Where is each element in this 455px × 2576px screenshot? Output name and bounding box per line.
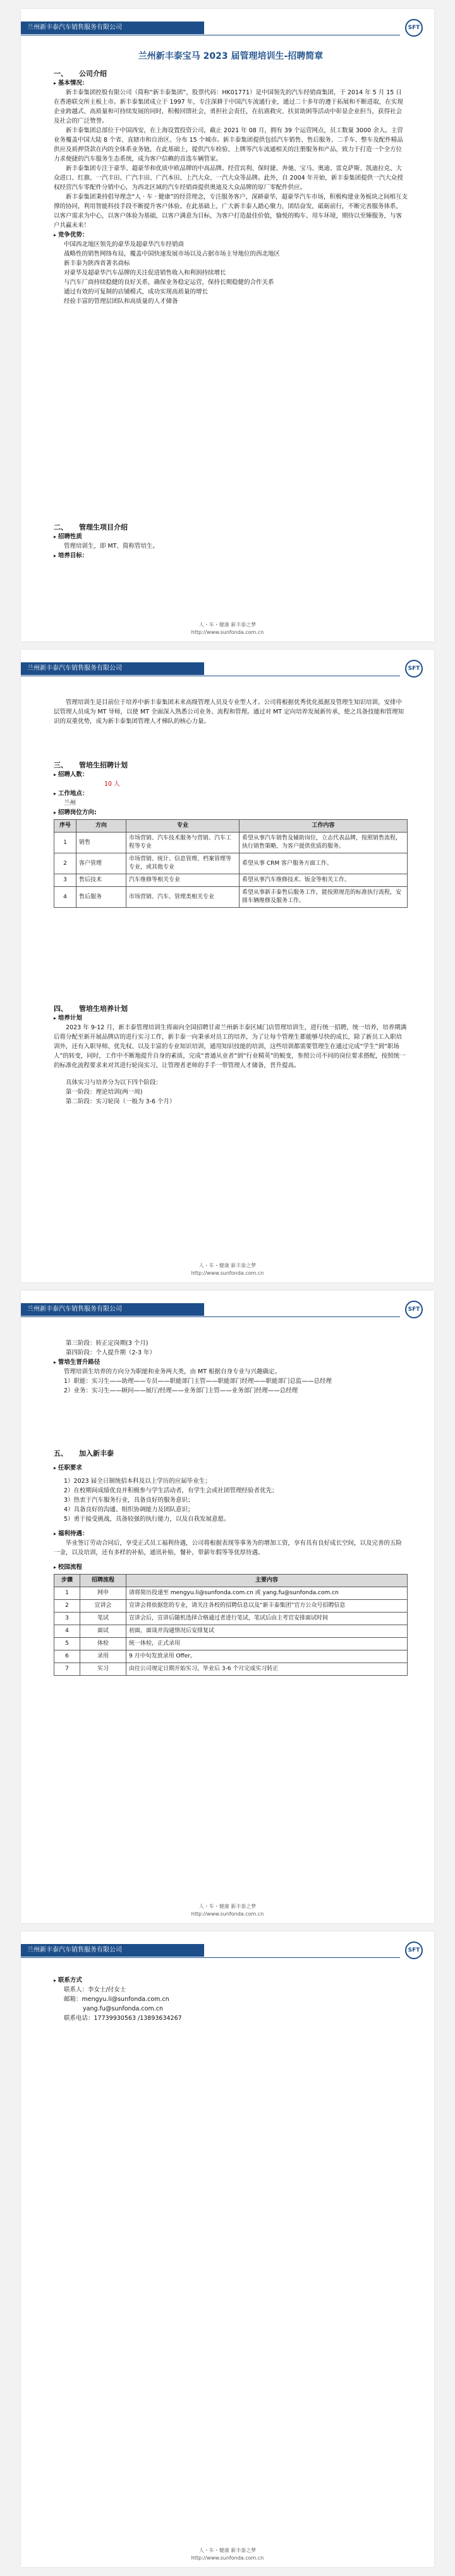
requirements-heading: ▸ 任职要求 <box>54 1463 408 1473</box>
company-logo: SFT <box>405 19 423 37</box>
table-cell: 售后服务 <box>76 887 126 908</box>
contact-email[interactable]: 邮箱：mengyu.li@sunfonda.com.cn <box>64 1996 169 2003</box>
page-header <box>21 18 434 37</box>
training-plan-paragraph: 2023 年 9-12 月，新丰泰管理培训生将面向全国招聘甘肃兰州新丰泰区域门店管理培训生，进行统一招聘，统一培养，培养期满后将分配至新开展品牌店的进行实习工作，新丰泰一向秉承对员工的培养，为了让每个管理生都能够尽快的成长，除了新员工入职培训外，还有入职导师、优先权、以及丰富的专业知识培训，通用知识技能的培训，这些培训都需要管理生在通过完成“学生”到“职场人”的转变，同时，工作中不断地提升自身的素质，完成“普通从业者”到“行业精英”的蜕变，参照公司不同的岗位要求搭配，按照统一的标准化流程要求来对其进行轮岗实习，让管理者老师的手手一带管理人才储备，晋升提高。 <box>54 1024 407 1069</box>
section-title: 加入新丰泰 <box>79 1449 114 1458</box>
section-title: 公司介绍 <box>79 70 107 78</box>
contact-email[interactable]: yang.fu@sunfonda.com.cn <box>83 2005 163 2012</box>
section-company-intro <box>54 69 408 306</box>
advantage-item: 经验丰富的管理层团队和高质量的人才储备 <box>64 298 178 305</box>
table-row <box>54 874 408 887</box>
section-title: 管理生项目介绍 <box>79 523 128 531</box>
footer-slogan: 人・车・健康 新丰泰之梦 <box>198 2548 257 2553</box>
positions-table <box>54 819 408 908</box>
section-number: 五、 <box>54 1449 68 1458</box>
welfare-heading: ▸ 福利待遇： <box>54 1529 408 1539</box>
table-cell: 笔试 <box>80 1613 126 1625</box>
promotion-path-intro: 管理培训生培养的方向分为职能和业务两大类，由 MT 根据自身专业与兴趣确定。 <box>64 1368 281 1375</box>
company-logo: SFT <box>405 1301 423 1318</box>
table-cell: 客户管理 <box>76 853 126 874</box>
recruit-nature-text: 管理培训生，即 MT、简称管培生。 <box>64 543 159 550</box>
page-1 <box>21 9 434 641</box>
requirement-item: 2）在校期间成绩优良并积极参与学生活动者，有学生会或社团管理经验者优先； <box>64 1487 278 1494</box>
table-cell: 市场营销、统计、信息管理、档案管理等专业，或其他专业 <box>126 853 240 874</box>
section-program-intro <box>54 523 408 560</box>
advantage-item: 与汽车厂商持续稳健的良好关系，确保业务稳定运营，保持长期稳健的合作关系 <box>64 279 274 286</box>
table-cell: 5 <box>54 1638 80 1650</box>
column-header: 步骤 <box>54 1575 80 1587</box>
training-goal-text <box>54 698 408 726</box>
training-stage: 第一阶段：理论培训(两一周) <box>66 1089 143 1096</box>
table-row <box>54 1625 408 1638</box>
table-row <box>54 833 408 853</box>
table-cell: 7 <box>54 1663 80 1676</box>
training-stage: 第三阶段：转正定岗期(3 个月) <box>66 1340 149 1347</box>
table-cell: 统一体检，正式录用 <box>126 1638 408 1650</box>
table-cell: 希望从事 CRM 客户服务方面工作。 <box>240 853 408 874</box>
table-cell: 希望从事汽车销售及辅助岗位，立志代表品牌，按照销售流程，执行销售策略，为客户提供优质的服务。 <box>240 833 408 853</box>
page-footer <box>21 621 434 636</box>
header-company: 兰州新丰泰汽车销售服务有限公司 <box>21 662 204 675</box>
promotion-path-item: 2）业务：实习生——顾问——展厅/经理——业务部门主管——业务部门经理——总经理 <box>64 1387 298 1394</box>
training-stages-continued <box>54 1339 408 1396</box>
footer-url[interactable]: http://www.sunfonda.com.cn <box>191 2555 264 2561</box>
table-row <box>54 1587 408 1600</box>
intro-paragraph-3: 新丰泰集团专注于豪华、超豪华和优质中欧品牌的中高品牌。经营宾利、保时捷、奔驰、宝马、奥迪、雷克萨斯、凯迪拉克、大众进口、红旗、一汽丰田、广汽丰田、广汽本田、上汽大众、一汽大众等品牌。此外，自 2004 年开始，新丰泰集团提供一汽大众授权经营汽车零配件分销中心，为西北区域的汽车经销商提供奥迪及大众品牌的原厂零配件供应。 <box>54 165 403 191</box>
table-cell: 市场营销、汽车、管理类相关专业 <box>126 887 240 908</box>
section-number: 三、 <box>54 761 68 769</box>
table-cell: 请将简历投递至 mengyu.li@sunfonda.com.cn 或 yang.fu@sunfonda.com.cn <box>126 1587 408 1600</box>
advantage-item: 通过有效的可复制的店铺模式，成功实现高质量的增长 <box>64 288 209 295</box>
footer-url[interactable]: http://www.sunfonda.com.cn <box>191 1911 264 1917</box>
requirement-item: 1）2023 届全日制统招本科及以上学历的应届毕业生； <box>64 1478 211 1485</box>
section-training-plan <box>54 1004 408 1106</box>
footer-slogan: 人・车・健康 新丰泰之梦 <box>198 1904 257 1909</box>
page-header <box>21 1299 434 1318</box>
table-row <box>54 1600 408 1613</box>
requirement-item: 3）热衷于汽车服务行业，具备良好的服务意识； <box>64 1497 194 1504</box>
column-header: 序号 <box>54 820 76 833</box>
table-cell: 实习 <box>80 1663 126 1676</box>
training-stage: 第四阶段：个人提升期（2-3 年） <box>66 1349 156 1356</box>
recruit-flow-table <box>54 1574 408 1676</box>
page-4 <box>21 1931 434 2567</box>
table-cell: 销售 <box>76 833 126 853</box>
header-rule <box>21 1316 400 1317</box>
intro-paragraph-4: 新丰泰集团秉持倡导理念“人 · 车 · 健康”的经营理念，专注服务客户，深耕豪华，超豪华汽车市场，积极构建业务板块之间相互支撑的协同，利用智能科技手段不断提升客户体验。在此基础上，广大新丰泰人踏心聚力，团结奋发，砥砺前行，不断完善服务体系，以客户需求为中心，以客户体验为基础，以客户满意为目标，为客户打造最佳价值，愉悦的购车、用车环境，期待以至臻服务，与客户共赢未来！ <box>54 194 408 229</box>
table-cell: 1 <box>54 1587 80 1600</box>
table-cell: 网申 <box>80 1587 126 1600</box>
section-number: 四、 <box>54 1005 68 1013</box>
page-footer <box>21 1903 434 1918</box>
training-goal-heading: ▸ 培养目标： <box>54 551 408 560</box>
table-cell: 体检 <box>80 1638 126 1650</box>
table-row <box>54 1663 408 1676</box>
table-header-row <box>54 1575 408 1587</box>
table-cell: 售后技术 <box>76 874 126 887</box>
column-header: 方向 <box>76 820 126 833</box>
header-rule <box>21 1957 400 1958</box>
table-cell: 初面，面谈并沟通情况后安排复试 <box>126 1625 408 1638</box>
headcount-value: 10 人 <box>104 781 120 788</box>
section-number: 二、 <box>54 523 68 531</box>
contact-heading: ▸ 联系方式 <box>54 1976 408 1985</box>
column-header: 招聘流程 <box>80 1575 126 1587</box>
column-header: 主要内容 <box>126 1575 408 1587</box>
recruit-flow-heading: ▸ 校园流程 <box>54 1563 408 1572</box>
advantage-item: 中国西北地区领先的豪华及超豪华汽车经销商 <box>64 241 185 248</box>
table-row <box>54 887 408 908</box>
basic-info-heading: ▸ 基本情况： <box>54 78 408 88</box>
promotion-path-heading: ▸ 管培生晋升路径 <box>54 1358 408 1367</box>
page-footer <box>21 1262 434 1277</box>
section-join-us <box>54 1449 408 1676</box>
requirement-item: 4）具备良好的沟通、组织协调能力及团队意识； <box>64 1506 194 1513</box>
table-cell: 希望从事汽车维修技术、钣金等相关工作。 <box>240 874 408 887</box>
footer-slogan: 人・车・健康 新丰泰之梦 <box>198 622 257 628</box>
contact-phone: 联系电话：17739930563 /13893634267 <box>64 2015 182 2022</box>
table-cell: 3 <box>54 874 76 887</box>
table-header-row <box>54 820 408 833</box>
section-recruit-plan <box>54 760 408 908</box>
contact-person: 联系人：李女士/付女士 <box>64 1986 126 1993</box>
table-cell: 4 <box>54 887 76 908</box>
welfare-paragraph: 毕业签订劳动合同后，享受正式员工福利待遇，公司将根据表现等事务为的增加工资，享有具有良好成长空间，以及完善的五险一金，以及培训，还有多样的补贴，通讯补贴，餐补，带薪年假等等优厚待遇。 <box>54 1540 403 1556</box>
table-cell: 9 月中旬发放录用 Offer。 <box>126 1650 408 1663</box>
requirement-item: 5）勇于接受挑战，具备较强的执行能力，以及自我发展意愿。 <box>64 1516 230 1523</box>
page-footer <box>21 2547 434 2562</box>
table-cell: 6 <box>54 1650 80 1663</box>
table-row <box>54 1650 408 1663</box>
table-cell: 宣讲会将依据您的专业，请关注各校的招聘信息以及“新丰泰集团”官方公众号招聘信息 <box>126 1600 408 1613</box>
table-cell: 2 <box>54 1600 80 1613</box>
location-heading: ▸ 工作地点： <box>54 789 408 798</box>
table-row <box>54 1613 408 1625</box>
table-cell: 录用 <box>80 1650 126 1663</box>
table-cell: 1 <box>54 833 76 853</box>
advantage-item: 战略性的销售网络布局，覆盖中国快速发展市场以及占据市场主导地位的西北地区 <box>64 251 281 257</box>
company-logo: SFT <box>405 1941 423 1959</box>
table-cell: 宣讲会后，宣讲后随机选择合格通过者进行笔试，笔试后由主考官安排面试时间 <box>126 1613 408 1625</box>
section-title: 管培生培养计划 <box>79 1005 128 1013</box>
company-logo: SFT <box>405 660 423 678</box>
section-title: 管培生招聘计划 <box>79 761 128 769</box>
column-header: 工作内容 <box>240 820 408 833</box>
table-cell: 希望从事新丰泰售后服务工作，能按照规范的标准执行流程，安排车辆维修及服务工作。 <box>240 887 408 908</box>
advantage-item: 对豪华及超豪华汽车品牌的关注促进销售收入和利润持续增长 <box>64 269 226 276</box>
column-header: 专业 <box>126 820 240 833</box>
contact-section <box>54 1976 408 2023</box>
header-company: 兰州新丰泰汽车销售服务有限公司 <box>21 1944 204 1957</box>
intro-paragraph-2: 新丰泰集团总部位于中国西安，在上海设置投资公司，截止 2021 年 08 月，拥有 39 个运营网点，员工数量 3000 余人。主营业务覆盖中国大陆 8 个省、直辖市和自治区、分布 15 个城市。新丰泰集团提供包括汽车销售、售后服务、二手车、整车及配件精品供应及质押贷款在内的全体系业务链，在此基础上，提供汽车检验、上牌等汽车流通相关的注册服务和产品，致力于打造一个全方位力求便捷的汽车服务生态系统，成为客户信赖的首选车辆管家。 <box>54 127 403 163</box>
table-cell: 4 <box>54 1625 80 1638</box>
header-company: 兰州新丰泰汽车销售服务有限公司 <box>21 22 204 34</box>
table-cell: 汽车维修等相关专业 <box>126 874 240 887</box>
table-cell: 2 <box>54 853 76 874</box>
table-cell: 市场营销、汽车技术服务与营销、汽车工程等专业 <box>126 833 240 853</box>
table-cell: 3 <box>54 1613 80 1625</box>
page-2 <box>21 650 434 1282</box>
table-cell: 宣讲会 <box>80 1600 126 1613</box>
recruit-nature-heading: ▸ 招聘性质 <box>54 532 408 542</box>
training-stage: 第二阶段：实习轮岗（一般为 3-6 个月） <box>66 1098 176 1105</box>
page-header <box>21 659 434 678</box>
table-cell: 由往公司规定日期开始实习，毕业后 3-6 个月完成实习转正 <box>126 1663 408 1676</box>
training-plan-heading: ▸ 培养计划 <box>54 1013 408 1023</box>
intro-paragraph-1: 新丰泰集团控股有限公司（简称“新丰泰集团”，股票代码：HK01771）是中国领先的汽车经销商集团，于 2014 年 5 月 15 日在香港联交所主板上市。新丰泰集团成立于 1997 年，专注深耕于中国汽车流通行业，通过二十多年的遵于拓展和不断进取，在实现企业跨越式、高质量和可持续发展的同时，积极回馈社会，勇担社会责任，在抗震救灾、扶贫助困等活动中彰显企业担当，获得社会及社会的广泛赞誉。 <box>54 89 403 125</box>
advantage-item: 新丰泰为陕西省著名商标 <box>64 260 130 267</box>
promotion-path-item: 1）职能：实习生——助理——专员——职能部门主管——职能部门经理——职能部门总监——总经理 <box>64 1378 332 1385</box>
table-row <box>54 1638 408 1650</box>
header-company: 兰州新丰泰汽车销售服务有限公司 <box>21 1303 204 1316</box>
table-cell: 面试 <box>80 1625 126 1638</box>
training-goal-paragraph: 管理培训生是目前位于培养中新丰泰集团未来高级管理人员及专业型人才。公司将根据优秀优化抵据及管理生知识培训，安排中层管理人员成为 MT 导师，以使 MT 全面深入熟悉公司业务、流程和管理。通过对 MT 定向培养发展新传承，使之具备技能和管理知识的双重优势，成为新丰泰集团管理人才梯队的核心力量。 <box>54 699 404 725</box>
advantages-heading: ▸ 竞争优势： <box>54 230 408 240</box>
page-header <box>21 1940 434 1959</box>
footer-slogan: 人・车・健康 新丰泰之梦 <box>198 1263 257 1268</box>
positions-heading: ▸ 招聘岗位方向: <box>54 808 408 817</box>
training-stages-intro: 具体实习与培养分为以下四个阶段： <box>66 1079 162 1086</box>
headcount-heading: ▸ 招聘人数： <box>54 770 408 779</box>
section-number: 一、 <box>54 70 68 78</box>
table-row <box>54 853 408 874</box>
location-value: 兰州 <box>64 800 76 807</box>
page-3 <box>21 1291 434 1923</box>
footer-url[interactable]: http://www.sunfonda.com.cn <box>191 1270 264 1276</box>
document-title: 兰州新丰泰宝马 2023 届管理培训生-招聘简章 <box>138 51 324 61</box>
footer-url[interactable]: http://www.sunfonda.com.cn <box>191 629 264 635</box>
